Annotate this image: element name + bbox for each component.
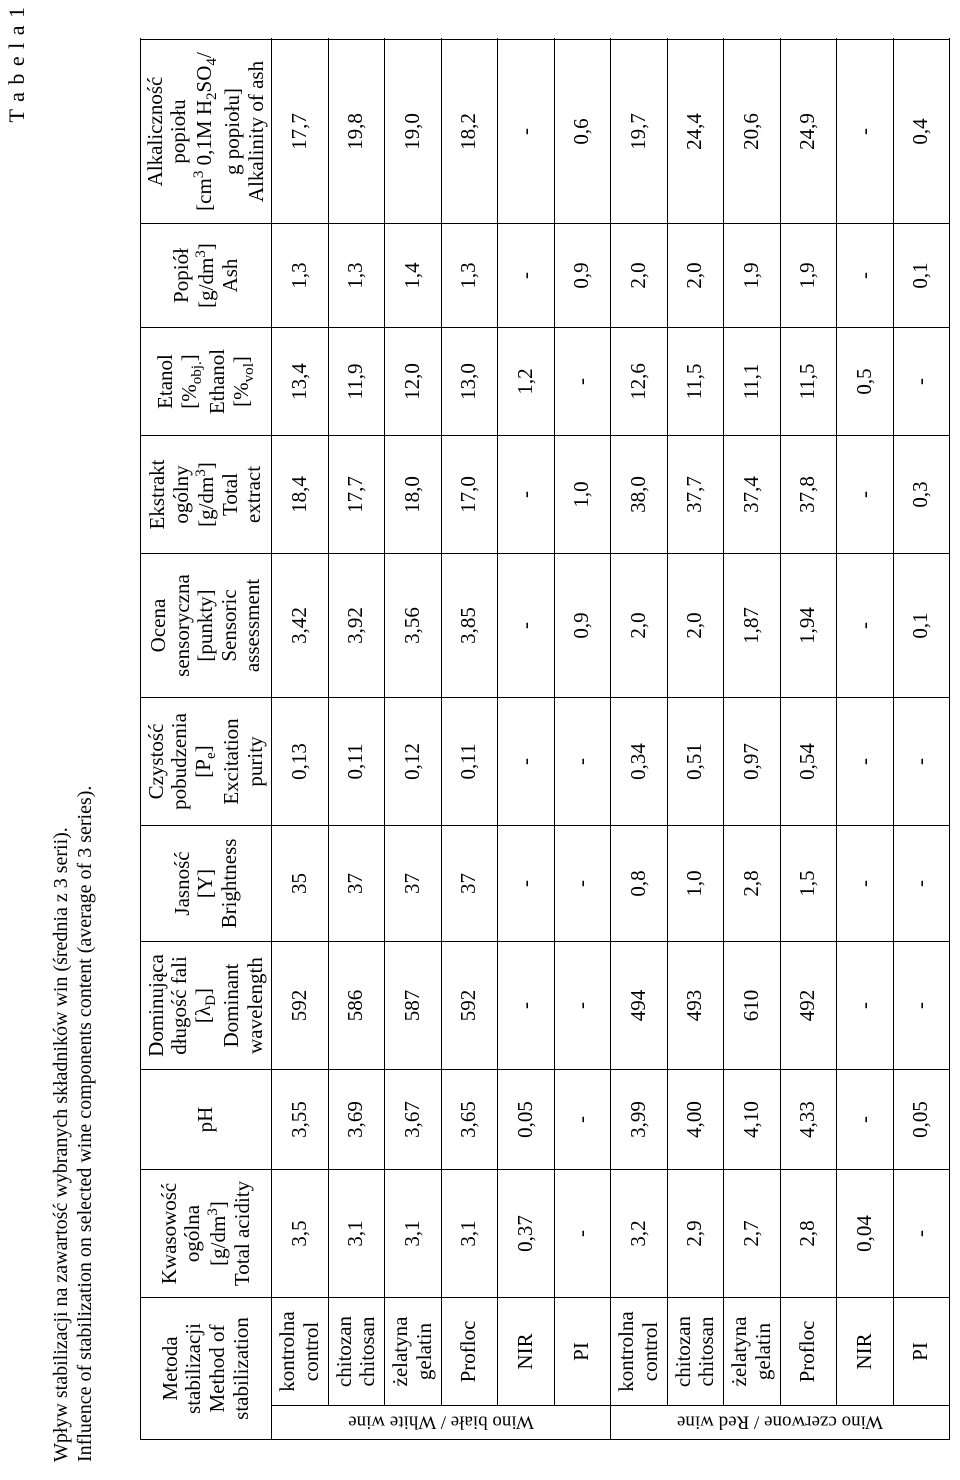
value-cell: 3,1 [385, 1170, 442, 1298]
value-cell: 37 [328, 826, 385, 942]
group-label-cell [611, 1406, 950, 1440]
value-cell: - [837, 698, 894, 826]
value-cell: 1,9 [780, 224, 837, 328]
value-cell: 1,5 [780, 826, 837, 942]
value-cell: 3,1 [441, 1170, 498, 1298]
value-cell: 1,4 [385, 224, 442, 328]
value-cell: 493 [667, 942, 724, 1070]
value-cell: 587 [385, 942, 442, 1070]
method-label: PI [908, 1342, 933, 1361]
value-cell: 2,9 [667, 1170, 724, 1298]
table-row [611, 40, 668, 1440]
value-cell: - [893, 698, 950, 826]
value-cell: 37 [441, 826, 498, 942]
value-cell: 610 [724, 942, 781, 1070]
value-cell: - [554, 1070, 611, 1170]
method-label: NIR [851, 1333, 876, 1370]
method-label: control [637, 1321, 662, 1382]
value-cell: 24,4 [667, 40, 724, 224]
header-alkalinity: Alkaliczność popiołu [$cm^3$ 0,1M $H_2SO_4/$ g popiołu] Alkalinity of ash [141, 40, 272, 224]
value-cell: 0,5 [837, 328, 894, 436]
value-cell: 11,1 [724, 328, 781, 436]
method-cell [554, 1298, 611, 1406]
value-cell: 19,7 [611, 40, 668, 224]
value-cell: 18,4 [272, 436, 329, 554]
data-table [140, 39, 950, 1440]
method-label: gelatin [411, 1322, 436, 1381]
value-cell: - [837, 826, 894, 942]
method-cell [498, 1298, 555, 1406]
value-cell: 0,9 [554, 554, 611, 698]
value-cell: 3,99 [611, 1070, 668, 1170]
method-label: Profloc [795, 1320, 820, 1383]
method-cell [385, 1298, 442, 1406]
value-cell: 37,7 [667, 436, 724, 554]
value-cell: 3,2 [611, 1170, 668, 1298]
value-cell: 19,8 [328, 40, 385, 224]
value-cell: - [837, 554, 894, 698]
value-cell: 4,33 [780, 1070, 837, 1170]
value-cell: 3,65 [441, 1070, 498, 1170]
method-label: control [298, 1321, 323, 1382]
value-cell: 0,37 [498, 1170, 555, 1298]
value-cell: 0,9 [554, 224, 611, 328]
value-cell: 3,85 [441, 554, 498, 698]
value-cell: 3,1 [328, 1170, 385, 1298]
method-label: chitosan [355, 1316, 380, 1387]
value-cell: 0,11 [441, 698, 498, 826]
header-ph: pH [141, 1070, 272, 1170]
method-cell [724, 1298, 781, 1406]
value-cell: 3,92 [328, 554, 385, 698]
value-cell: 1,0 [667, 826, 724, 942]
value-cell: 0,05 [498, 1070, 555, 1170]
value-cell: 4,00 [667, 1070, 724, 1170]
method-cell [667, 1298, 724, 1406]
value-cell: 1,3 [328, 224, 385, 328]
value-cell: 3,67 [385, 1070, 442, 1170]
value-cell: 1,94 [780, 554, 837, 698]
header-row [141, 40, 272, 1440]
value-cell: - [498, 554, 555, 698]
value-cell: 3,55 [272, 1070, 329, 1170]
method-label: chitozan [331, 1315, 356, 1388]
group-label: Wino białe / White wine [348, 1412, 534, 1434]
header-sensory: Ocena sensoryczna [punkty] Sensoric assessment [141, 554, 272, 698]
value-cell: 2,0 [611, 224, 668, 328]
table-row [893, 40, 950, 1440]
value-cell: 13,4 [272, 328, 329, 436]
value-cell: - [498, 436, 555, 554]
table-row [780, 40, 837, 1440]
value-cell: 11,9 [328, 328, 385, 436]
method-label: chitozan [670, 1315, 695, 1388]
value-cell: 19,0 [385, 40, 442, 224]
value-cell: 0,1 [893, 554, 950, 698]
method-label: żelatyna [388, 1316, 413, 1387]
table-row [554, 40, 611, 1440]
value-cell: 37,8 [780, 436, 837, 554]
value-cell: 0,34 [611, 698, 668, 826]
value-cell: 2,0 [611, 554, 668, 698]
header-extract: Ekstrakt ogólny $[g/dm^3]$ Total extract [141, 436, 272, 554]
value-cell: 0,3 [893, 436, 950, 554]
value-cell: 17,7 [328, 436, 385, 554]
value-cell: 2,0 [667, 224, 724, 328]
header-method: Metoda stabilizacji Method of stabilization [141, 1298, 272, 1440]
header-purity: Czystość pobudzenia $[P_e]$ Excitation purity [141, 698, 272, 826]
value-cell: 2,7 [724, 1170, 781, 1298]
method-label: gelatin [750, 1322, 775, 1381]
method-cell [611, 1298, 668, 1406]
value-cell: 13,0 [441, 328, 498, 436]
method-cell [328, 1298, 385, 1406]
value-cell: 0,12 [385, 698, 442, 826]
value-cell: 1,0 [554, 436, 611, 554]
value-cell: 592 [441, 942, 498, 1070]
value-cell: - [893, 1170, 950, 1298]
header-wavelength: Dominująca długość fali $[\lambda_D]$ Dominant wavelength [141, 942, 272, 1070]
method-label: kontrolna [614, 1311, 639, 1392]
method-cell [837, 1298, 894, 1406]
value-cell: 37,4 [724, 436, 781, 554]
table-row [441, 40, 498, 1440]
value-cell: 2,8 [724, 826, 781, 942]
value-cell: 0,51 [667, 698, 724, 826]
value-cell: 20,6 [724, 40, 781, 224]
value-cell: 3,5 [272, 1170, 329, 1298]
value-cell: 1,3 [441, 224, 498, 328]
value-cell: - [554, 698, 611, 826]
value-cell: - [498, 224, 555, 328]
group-label-cell [272, 1406, 611, 1440]
header-ethanol: Etanol $[\%_{obj.}]$ Ethanol $[\%_{vol}]$ [141, 328, 272, 436]
method-label: Profloc [456, 1320, 481, 1383]
value-cell: - [837, 40, 894, 224]
method-cell [780, 1298, 837, 1406]
table-row [498, 40, 555, 1440]
caption-english: Influence of stabilization on selected wine components content (average of 3 series). [74, 785, 96, 1462]
value-cell: 18,0 [385, 436, 442, 554]
value-cell: 3,56 [385, 554, 442, 698]
value-cell: 24,9 [780, 40, 837, 224]
value-cell: 0,6 [554, 40, 611, 224]
value-cell: 11,5 [667, 328, 724, 436]
value-cell: 2,8 [780, 1170, 837, 1298]
value-cell: 0,54 [780, 698, 837, 826]
value-cell: - [893, 328, 950, 436]
value-cell: 0,4 [893, 40, 950, 224]
value-cell: 1,87 [724, 554, 781, 698]
value-cell: 17,7 [272, 40, 329, 224]
value-cell: - [893, 826, 950, 942]
value-cell: 0,11 [328, 698, 385, 826]
value-cell: - [498, 826, 555, 942]
value-cell: 1,9 [724, 224, 781, 328]
method-label: kontrolna [275, 1311, 300, 1392]
table-row [328, 40, 385, 1440]
value-cell: 18,2 [441, 40, 498, 224]
value-cell: 2,0 [667, 554, 724, 698]
table-row [667, 40, 724, 1440]
value-cell: - [498, 698, 555, 826]
value-cell: 35 [272, 826, 329, 942]
value-cell: - [554, 328, 611, 436]
value-cell: 11,5 [780, 328, 837, 436]
value-cell: 492 [780, 942, 837, 1070]
value-cell: - [554, 942, 611, 1070]
table-label: T a b e l a 1 [4, 6, 29, 123]
value-cell: - [893, 942, 950, 1070]
value-cell: 0,04 [837, 1170, 894, 1298]
value-cell: 592 [272, 942, 329, 1070]
value-cell: 12,0 [385, 328, 442, 436]
value-cell: 0,13 [272, 698, 329, 826]
group-label: Wino czerwone / Red wine [676, 1412, 884, 1434]
value-cell: - [837, 436, 894, 554]
value-cell: 12,6 [611, 328, 668, 436]
value-cell: - [554, 1170, 611, 1298]
table-row [837, 40, 894, 1440]
header-ash: Popiół $[g/dm^3]$ Ash [141, 224, 272, 328]
method-label: NIR [512, 1333, 537, 1370]
value-cell: 17,0 [441, 436, 498, 554]
value-cell: 38,0 [611, 436, 668, 554]
value-cell: 1,3 [272, 224, 329, 328]
method-label: żelatyna [727, 1316, 752, 1387]
method-cell [893, 1298, 950, 1406]
value-cell: 0,8 [611, 826, 668, 942]
value-cell: 0,97 [724, 698, 781, 826]
method-cell [441, 1298, 498, 1406]
value-cell: 37 [385, 826, 442, 942]
header-acidity: Kwasowość ogólna $[g/dm^3]$ Total acidity [141, 1170, 272, 1298]
value-cell: - [837, 942, 894, 1070]
header-brightness: Jasność [Y] Brightness [141, 826, 272, 942]
table-row [272, 40, 329, 1440]
value-cell: 4,10 [724, 1070, 781, 1170]
value-cell: 3,42 [272, 554, 329, 698]
value-cell: 0,1 [893, 224, 950, 328]
method-label: PI [569, 1342, 594, 1361]
table-row [385, 40, 442, 1440]
value-cell: 1,2 [498, 328, 555, 436]
caption-polish: Wpływ stabilizacji na zawartość wybranych składników win (średnia z 3 serii). [50, 827, 72, 1462]
value-cell: 3,69 [328, 1070, 385, 1170]
value-cell: 586 [328, 942, 385, 1070]
value-cell: - [837, 224, 894, 328]
value-cell: - [498, 40, 555, 224]
value-cell: - [498, 942, 555, 1070]
table-body [272, 40, 950, 1440]
method-cell [272, 1298, 329, 1406]
method-label: chitosan [694, 1316, 719, 1387]
value-cell: 494 [611, 942, 668, 1070]
value-cell: - [837, 1070, 894, 1170]
value-cell: 0,05 [893, 1070, 950, 1170]
value-cell: - [554, 826, 611, 942]
table-row [724, 40, 781, 1440]
